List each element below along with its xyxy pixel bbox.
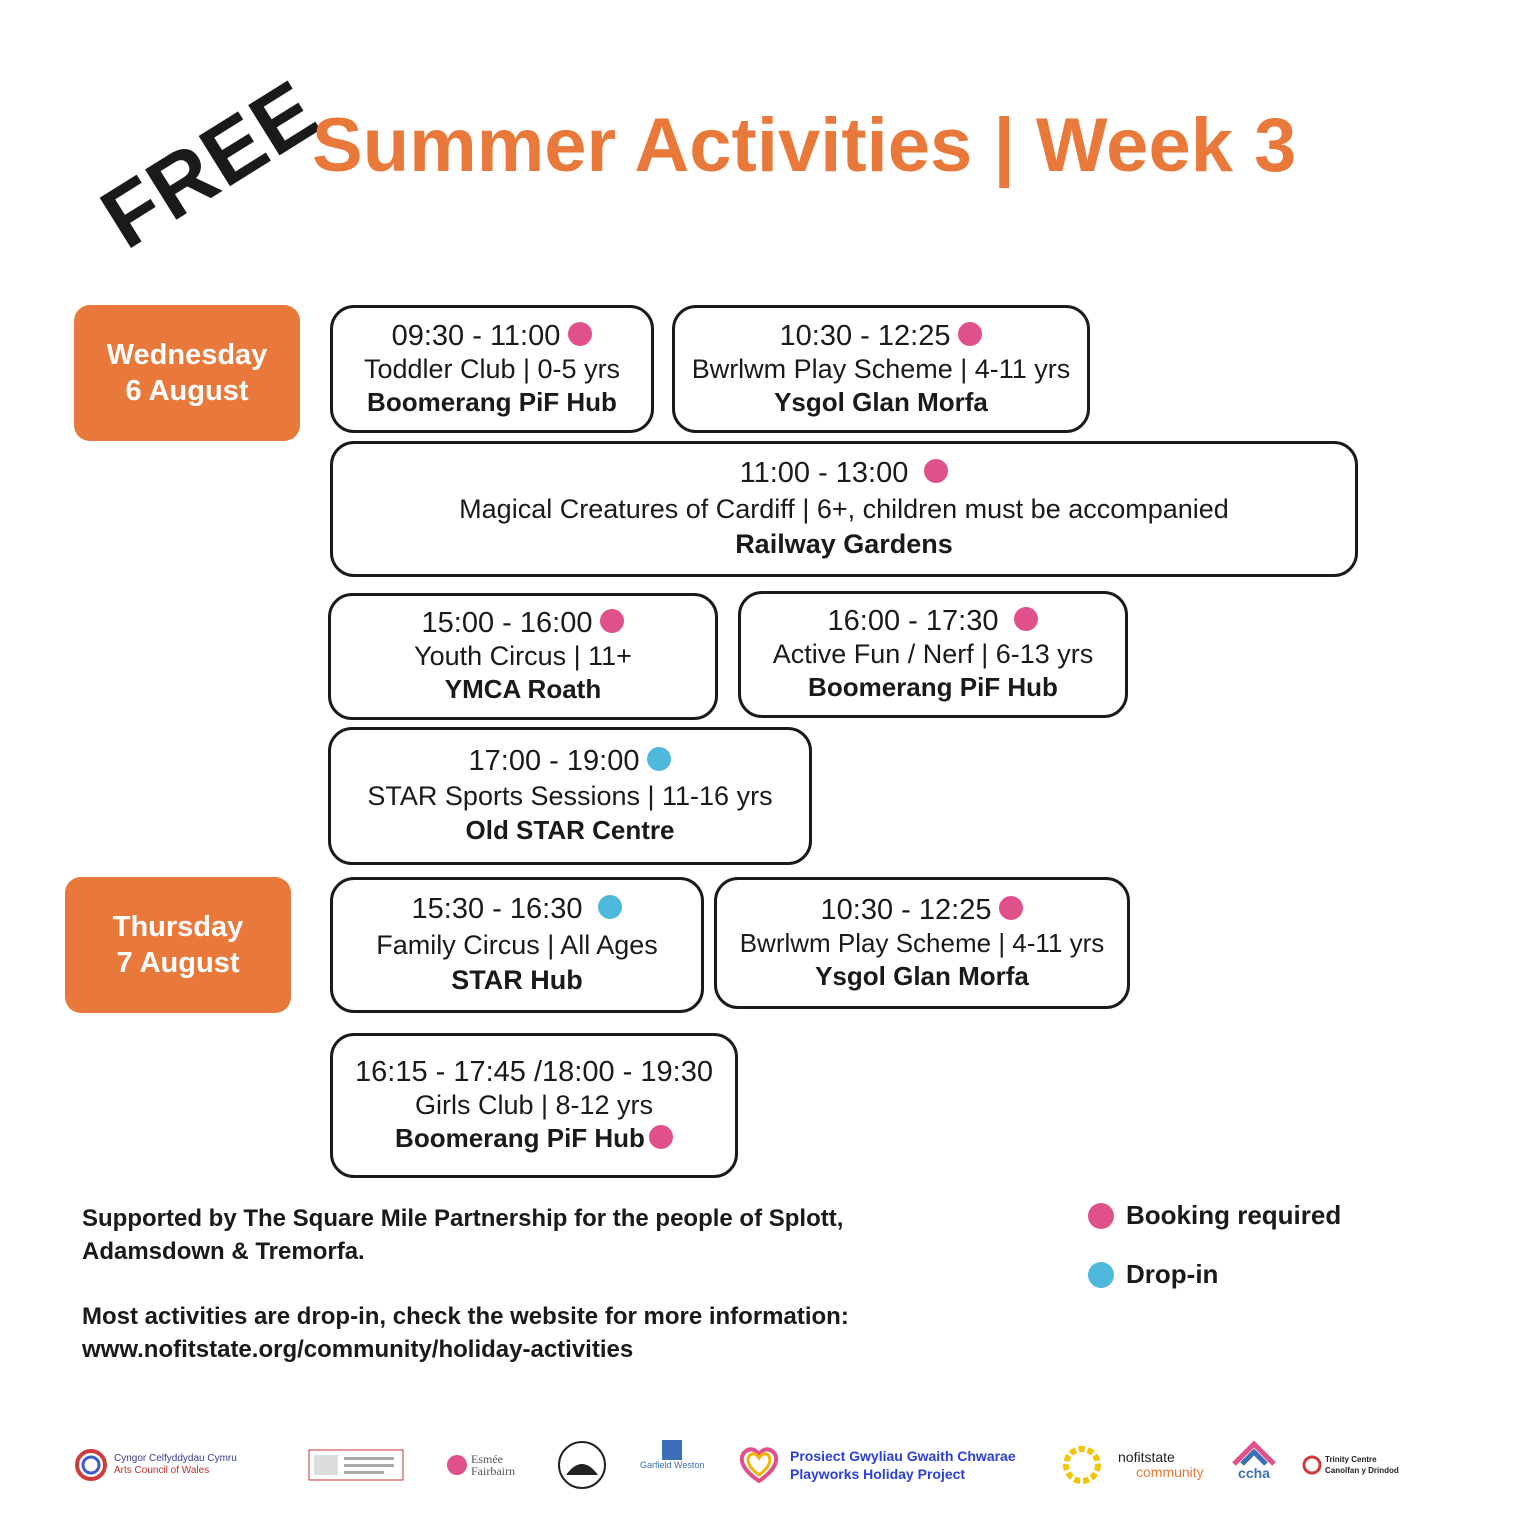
activity-venue: Boomerang PiF Hub — [367, 386, 617, 417]
info-line: Most activities are drop-in, check the website for more information: — [82, 1303, 849, 1330]
dropin-dot-icon — [647, 747, 671, 771]
activity-name: Girls Club | 8-12 yrs — [414, 1090, 654, 1120]
activity-card — [328, 727, 812, 865]
activity-time: 16:00 - 17:30 — [827, 605, 999, 637]
support-line: Adamsdown & Tremorfa. — [82, 1238, 365, 1265]
activity-card — [328, 593, 718, 720]
day-date: 7 August — [116, 947, 240, 979]
garfield-weston-logo: Garfield Weston — [640, 1440, 704, 1490]
booking-dot-icon — [568, 322, 592, 346]
legend-label: Drop-in — [1126, 1259, 1219, 1289]
booking-dot-icon — [1088, 1203, 1114, 1229]
legend-dropin — [1088, 1259, 1218, 1290]
activity-card — [738, 591, 1128, 718]
booking-dot-icon — [924, 459, 948, 483]
playworks-logo: Prosiect Gwyliau Gwaith Chwarae Playworks Holiday Project — [736, 1440, 1016, 1490]
booking-dot-icon — [600, 609, 624, 633]
activity-time: 10:30 - 12:25 — [779, 319, 951, 352]
activity-name: Family Circus | All Ages — [376, 930, 658, 960]
community-logo — [556, 1440, 608, 1490]
activity-venue: YMCA Roath — [444, 674, 602, 704]
booking-dot-icon — [1014, 607, 1038, 631]
activity-name: STAR Sports Sessions | 11-16 yrs — [367, 781, 773, 811]
ccha-logo: ccha — [1232, 1440, 1276, 1490]
activity-time: 17:00 - 19:00 — [468, 745, 640, 777]
activity-name: Bwrlwm Play Scheme | 4-11 yrs — [739, 927, 1105, 958]
activity-time: 09:30 - 11:00 — [391, 319, 561, 352]
activity-card — [672, 305, 1090, 433]
page-title: Summer Activities | Week 3 — [312, 103, 1297, 188]
info-text — [82, 1300, 849, 1366]
activity-time: 15:00 - 16:00 — [421, 607, 593, 639]
day-name: Thursday — [112, 911, 244, 943]
activity-time: 11:00 - 13:00 — [739, 457, 909, 489]
legend-booking — [1088, 1200, 1341, 1231]
activity-venue: Railway Gardens — [735, 529, 953, 559]
activity-venue: Ysgol Glan Morfa — [815, 960, 1029, 991]
activity-name: Active Fun / Nerf | 6-13 yrs — [772, 639, 1094, 669]
nofitstate-logo: nofitstate community — [1118, 1449, 1204, 1480]
activity-card — [714, 877, 1130, 1009]
activity-time: 10:30 - 12:25 — [820, 893, 992, 926]
activity-venue: STAR Hub — [451, 965, 583, 995]
esmee-fairbairn-logo: Esmée Fairbairn — [446, 1440, 515, 1490]
activity-time: 16:15 - 17:45 /18:00 - 19:30 — [355, 1056, 713, 1088]
activity-venue: Old STAR Centre — [465, 815, 675, 845]
activity-venue: Ysgol Glan Morfa — [774, 386, 988, 417]
free-label: FREE — [85, 62, 335, 268]
activity-card — [330, 1033, 738, 1178]
activity-name: Bwrlwm Play Scheme | 4-11 yrs — [691, 353, 1071, 384]
welsh-government-logo — [308, 1440, 404, 1490]
day-name: Wednesday — [106, 339, 268, 371]
day-label-wednesday — [74, 305, 300, 441]
website-link[interactable]: www.nofitstate.org/community/holiday-activities — [82, 1336, 634, 1363]
booking-dot-icon — [999, 896, 1023, 920]
activity-time: 15:30 - 16:30 — [411, 893, 583, 925]
dropin-dot-icon — [598, 895, 622, 919]
activity-card — [330, 305, 654, 433]
activity-card — [330, 877, 704, 1013]
activity-card — [330, 441, 1358, 577]
arts-council-wales-logo: Cyngor Celfyddydau Cymru Arts Council of Wales — [74, 1440, 237, 1490]
activity-name: Magical Creatures of Cardiff | 6+, children must be accompanied — [459, 494, 1229, 524]
trinity-centre-logo: Trinity Centre Canolfan y Drindod — [1302, 1440, 1399, 1490]
day-label-thursday — [65, 877, 291, 1013]
activity-venue: Boomerang PiF Hub — [808, 672, 1058, 702]
support-line: Supported by The Square Mile Partnership for the people of Splott, — [82, 1205, 844, 1232]
legend-label: Booking required — [1126, 1200, 1342, 1230]
activity-name: Youth Circus | 11+ — [414, 641, 632, 671]
activity-venue: Boomerang PiF Hub — [395, 1123, 645, 1153]
booking-dot-icon — [958, 322, 982, 346]
day-date: 6 August — [125, 375, 249, 407]
dropin-dot-icon — [1088, 1262, 1114, 1288]
booking-dot-icon — [649, 1125, 673, 1149]
hub-logo — [1062, 1440, 1102, 1490]
support-text — [82, 1202, 843, 1268]
activity-name: Toddler Club | 0-5 yrs — [363, 353, 621, 384]
